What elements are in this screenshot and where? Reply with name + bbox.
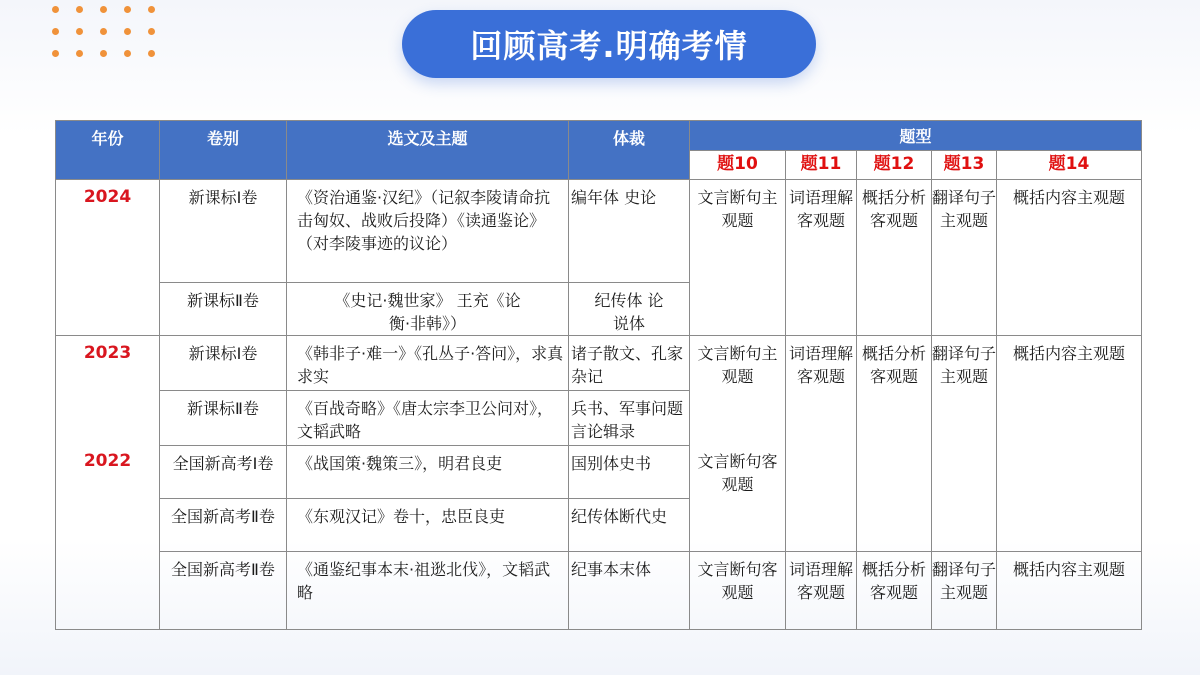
q13-cell: 翻译句子主观题 <box>932 336 997 552</box>
paper-cell: 新课标Ⅰ卷 <box>160 336 287 391</box>
dot <box>100 50 107 57</box>
q11-cell: 词语理解客观题 <box>786 552 857 630</box>
text-cell: 《资治通鉴·汉纪》（记叙李陵请命抗击匈奴、战败后投降）《读通鉴论》（对李陵事迹的议论） <box>287 180 569 283</box>
paper-cell: 全国新高考Ⅱ卷 <box>160 499 287 552</box>
spacer <box>690 388 785 450</box>
dot <box>148 6 155 13</box>
genre-cell: 诸子散文、孔家杂记 <box>569 336 690 391</box>
text-cell: 《百战奇略》《唐太宗李卫公问对》，文韬武略 <box>287 391 569 446</box>
header-q11: 题11 <box>786 151 857 180</box>
page-title-text: 回顾高考.明确考情 <box>470 27 748 65</box>
dot <box>76 6 83 13</box>
q13-cell: 翻译句子主观题 <box>932 180 997 336</box>
q14-cell: 概括内容主观题 <box>997 180 1142 336</box>
paper-cell: 全国新高考Ⅰ卷 <box>160 446 287 499</box>
dot <box>100 6 107 13</box>
table-row <box>56 552 1142 630</box>
q10-cell: 文言断句主观题 <box>697 344 778 386</box>
text-cell: 《史记·魏世家》 王充《论衡·非韩》） <box>287 283 569 336</box>
text-cell: 《通鉴纪事本末·祖逖北伐》，文韬武略 <box>287 552 569 630</box>
genre-cell: 编年体 史论 <box>569 180 690 283</box>
table-row <box>56 180 1142 283</box>
header-question-type: 题型 <box>690 121 1142 151</box>
header-year: 年份 <box>56 121 160 180</box>
dot <box>76 50 83 57</box>
year-cell: 2022 <box>83 451 132 471</box>
q10-cell-group <box>690 336 786 552</box>
dot <box>52 50 59 57</box>
year-cell: 2024 <box>56 180 160 336</box>
q10-cell: 文言断句客观题 <box>690 552 786 630</box>
paper-cell: 全国新高考Ⅱ卷 <box>160 552 287 630</box>
exam-table-container <box>55 120 1142 630</box>
genre-cell: 纪传体 论说体 <box>569 283 690 336</box>
paper-cell: 新课标Ⅱ卷 <box>160 391 287 446</box>
q13-cell: 翻译句子主观题 <box>932 552 997 630</box>
dot <box>124 28 131 35</box>
header-q14: 题14 <box>997 151 1142 180</box>
dot <box>52 28 59 35</box>
year-cell: 2023 <box>83 343 132 363</box>
header-paper: 卷别 <box>160 121 287 180</box>
dot <box>76 28 83 35</box>
decorative-dots <box>52 6 164 68</box>
paper-cell: 新课标Ⅰ卷 <box>160 180 287 283</box>
q12-cell: 概括分析客观题 <box>857 552 932 630</box>
exam-table <box>55 120 1142 630</box>
q11-cell: 词语理解客观题 <box>786 180 857 336</box>
genre-cell: 兵书、军事问题言论辑录 <box>569 391 690 446</box>
dot <box>124 50 131 57</box>
q11-cell: 词语理解客观题 <box>786 336 857 552</box>
genre-cell: 纪事本末体 <box>569 552 690 630</box>
q10-cell: 文言断句主观题 <box>690 180 786 336</box>
dot <box>148 50 155 57</box>
paper-cell: 新课标Ⅱ卷 <box>160 283 287 336</box>
spacer <box>56 365 159 435</box>
q12-cell: 概括分析客观题 <box>857 336 932 552</box>
q14-cell: 概括内容主观题 <box>997 336 1142 552</box>
q12-cell: 概括分析客观题 <box>857 180 932 336</box>
dot <box>148 28 155 35</box>
dot <box>124 6 131 13</box>
q14-cell: 概括内容主观题 <box>997 552 1142 630</box>
text-cell: 《东观汉记》卷十，忠臣良吏 <box>287 499 569 552</box>
header-q13: 题13 <box>932 151 997 180</box>
header-text: 选文及主题 <box>287 121 569 180</box>
table-row <box>56 336 1142 391</box>
text-cell: 《韩非子·难一》《孔丛子·答问》，求真求实 <box>287 336 569 391</box>
header-genre: 体裁 <box>569 121 690 180</box>
q10-cell: 文言断句客观题 <box>697 452 778 494</box>
dot <box>100 28 107 35</box>
genre-cell: 国别体史书 <box>569 446 690 499</box>
dot <box>52 6 59 13</box>
header-q12: 题12 <box>857 151 932 180</box>
genre-cell: 纪传体断代史 <box>569 499 690 552</box>
text-cell: 《战国策·魏策三》，明君良吏 <box>287 446 569 499</box>
year-cell-group <box>56 336 160 630</box>
header-q10: 题10 <box>690 151 786 180</box>
page-title <box>402 10 816 78</box>
